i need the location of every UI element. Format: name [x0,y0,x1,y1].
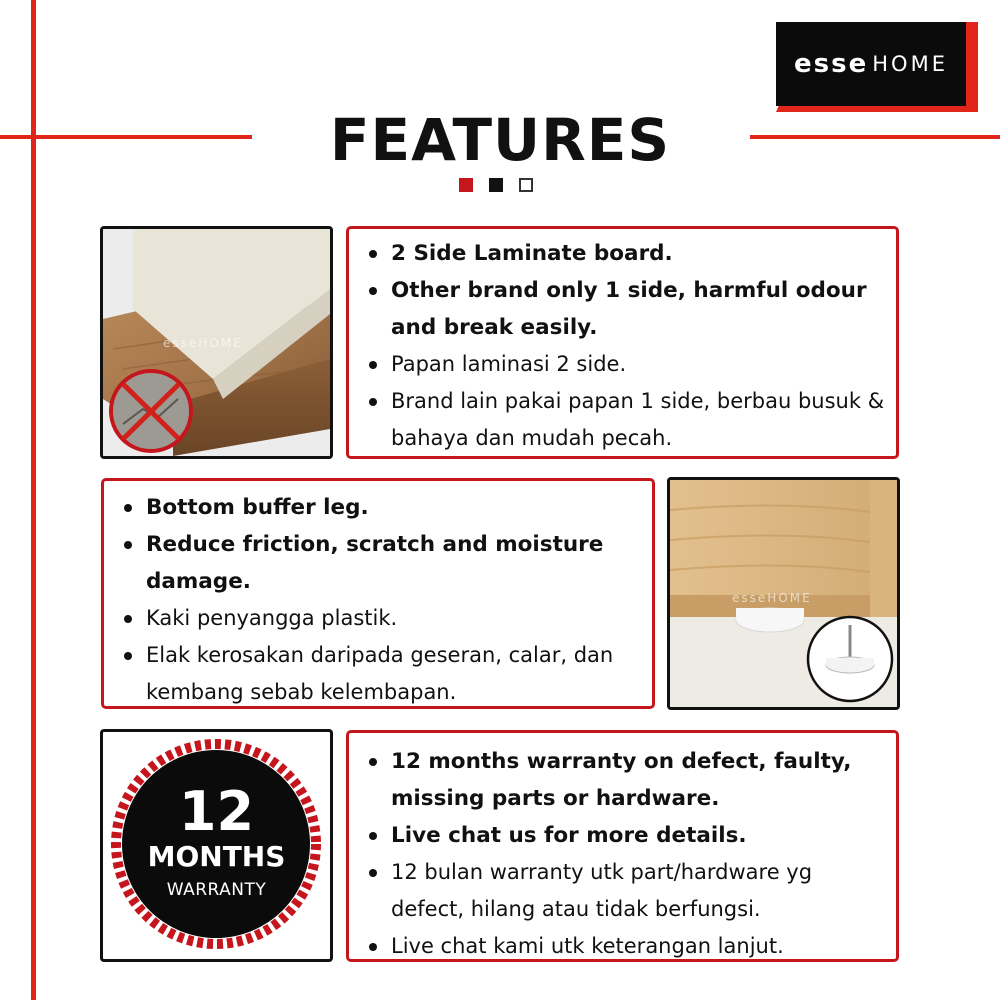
buffer-leg-photo [667,477,900,710]
warranty-label: WARRANTY [166,880,267,900]
list-item: 2 Side Laminate board. [365,235,885,272]
list-item: Brand lain pakai papan 1 side, berbau busuk & bahaya dan mudah pecah. [365,383,885,457]
feature-list-buffer-leg [120,489,640,711]
page-title: FEATURES [329,106,671,174]
list-item: Papan laminasi 2 side. [365,346,885,383]
list-item: Bottom buffer leg. [120,489,640,526]
feature-list-laminate [365,235,885,457]
list-item: 12 months warranty on defect, faulty, missing parts or hardware. [365,743,885,817]
brand-logo [776,22,978,112]
list-item: Other brand only 1 side, harmful odour and break easily. [365,272,885,346]
list-item: Kaki penyangga plastik. [120,600,640,637]
warranty-number: 12 [178,780,255,843]
list-item: Live chat kami utk keterangan lanjut. [365,928,885,965]
white-square-icon [519,178,533,192]
list-item: Elak kerosakan daripada geseran, calar, dan kembang sebab kelembapan. [120,637,640,711]
feature-card-laminate [346,226,899,459]
warranty-unit: MONTHS [147,840,286,873]
list-item: 12 bulan warranty utk part/hardware yg defect, hilang atau tidak berfungsi. [365,854,885,928]
watermark: esseHOME [732,591,812,605]
feature-card-warranty [346,730,899,962]
brand-name-bold: esse [794,49,869,79]
watermark: esseHOME [163,336,243,350]
list-item: Live chat us for more details. [365,817,885,854]
red-square-icon [459,178,473,192]
brand-name-thin: HOME [872,52,948,76]
list-item: Reduce friction, scratch and moisture damage. [120,526,640,600]
black-square-icon [489,178,503,192]
feature-card-buffer-leg [101,478,655,709]
warranty-badge [100,729,333,962]
title-decoration [459,178,533,192]
feature-list-warranty [365,743,885,965]
laminate-board-photo [100,226,333,459]
